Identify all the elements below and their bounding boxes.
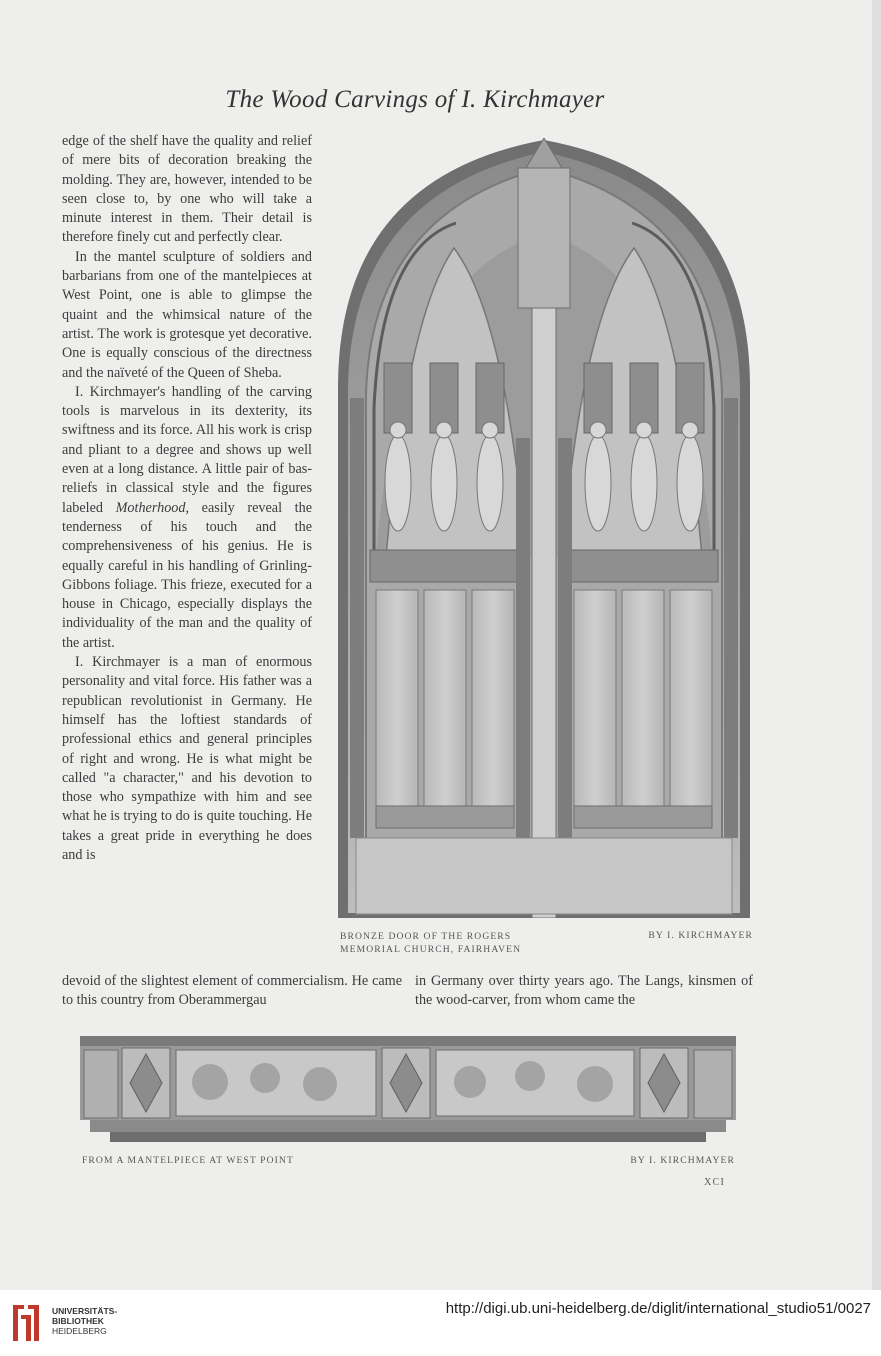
paragraph-3 — [62, 383, 312, 653]
permalink-url[interactable]: http://digi.ub.uni-heidelberg.de/diglit/international_studio51/0027 — [445, 1300, 871, 1317]
bottom-right-paragraph: in Germany over thirty years ago. The Langs, kinsmen of the wood-carver, from whom came the — [415, 973, 753, 1009]
library-name[interactable] — [52, 1306, 117, 1336]
frieze-credit: BY I. KIRCHMAYER — [630, 1155, 735, 1166]
bottom-left-paragraph: devoid of the slightest element of commercialism. He came to this country from Oberammergau — [62, 973, 402, 1009]
bottom-left-text — [62, 972, 402, 1011]
university-library-logo-icon[interactable] — [10, 1301, 42, 1345]
page-number: XCI — [704, 1177, 725, 1188]
door-caption — [340, 930, 521, 956]
mantelpiece-frieze-photo — [80, 1036, 736, 1142]
bronze-door-photo — [336, 138, 752, 918]
page-edge-shadow — [872, 0, 881, 1290]
bottom-right-text — [415, 972, 753, 1011]
door-caption-line-1: BRONZE DOOR OF THE ROGERS — [340, 931, 512, 942]
door-caption-line-2: MEMORIAL CHURCH, FAIRHAVEN — [340, 944, 522, 955]
paragraph-3-text-a: I. Kirchmayer's handling of the carving tools is marvelous in its dexterity, its swiftness and its force. All his work is crisp and pliant to a degree and shows up well even at a long distance. A little pair of bas-reliefs in classical style and the figures labeled — [62, 383, 312, 516]
library-name-line-3: HEIDELBERG — [52, 1326, 107, 1336]
library-name-line-1: UNIVERSITÄTS- — [52, 1306, 118, 1316]
door-credit: BY I. KIRCHMAYER — [648, 930, 753, 941]
article-column — [62, 132, 312, 865]
running-head: The Wood Carvings of I. Kirchmayer — [225, 86, 605, 113]
library-name-line-2: BIBLIOTHEK — [52, 1316, 104, 1326]
paragraph-2: In the mantel sculpture of soldiers and barbarians from one of the mantelpieces at West Point, one is able to glimpse the quaint and the whimsical nature of the artist. The work is grotesque yet decorative. One is equally conscious of the directness and the naïveté of the Queen of Sheba. — [62, 248, 312, 381]
motherhood-title: Motherhood, — [115, 499, 190, 516]
paragraph-4: I. Kirchmayer is a man of enormous personality and vital force. His father was a republican revolutionist in Germany. He himself has the loftiest standards of professional ethics and general principles of right and wrong. He is what might be called "a character," and his devotion to those who sympathize with him and see what he is trying to do is quite touching. He takes a great pride in everything he does and is — [62, 654, 312, 863]
paragraph-3-text-b: easily reveal the tenderness of his touch and the comprehensiveness of his genius. He is equally careful in his handling of Grinling-Gibbons foliage. This frieze, executed for a house in Chicago, especially displays the individuality of the man and the quality of the artist. — [62, 499, 312, 651]
paragraph-1: edge of the shelf have the quality and relief of mere bits of decoration breaking the molding. They are, however, intended to be seen close to, by one who will take a minute interest in them. Their detail is therefore finely cut and perfectly clear. — [62, 133, 312, 246]
frieze-caption: FROM A MANTELPIECE AT WEST POINT — [82, 1155, 294, 1166]
